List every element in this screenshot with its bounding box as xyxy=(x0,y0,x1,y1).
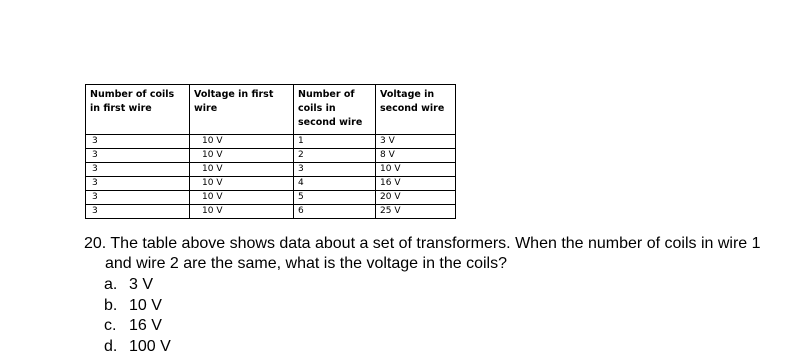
question-text xyxy=(84,234,794,274)
cell-voltage-first: 10 V xyxy=(190,135,294,149)
cell-voltage-second: 25 V xyxy=(376,205,456,219)
option-text: 3 V xyxy=(129,276,154,293)
cell-coils-second: 1 xyxy=(294,135,376,149)
cell-voltage-first: 10 V xyxy=(190,149,294,163)
table-row xyxy=(86,191,456,205)
cell-voltage-second: 3 V xyxy=(376,135,456,149)
option-a[interactable] xyxy=(104,276,171,297)
table-row xyxy=(86,135,456,149)
cell-coils-first: 3 xyxy=(86,149,190,163)
cell-voltage-first: 10 V xyxy=(190,205,294,219)
option-b[interactable] xyxy=(104,297,171,318)
cell-coils-first: 3 xyxy=(86,177,190,191)
cell-coils-second: 2 xyxy=(294,149,376,163)
cell-voltage-second: 8 V xyxy=(376,149,456,163)
option-c[interactable] xyxy=(104,317,171,338)
option-text: 16 V xyxy=(129,317,162,334)
option-letter: a. xyxy=(104,276,118,293)
cell-coils-second: 6 xyxy=(294,205,376,219)
option-letter: d. xyxy=(104,337,118,355)
cell-coils-first: 3 xyxy=(86,191,190,205)
table-row xyxy=(86,177,456,191)
question-line-1: 20. The table above shows data about a set of transformers. When the number of coils in wire 1 xyxy=(84,235,761,252)
cell-voltage-second: 16 V xyxy=(376,177,456,191)
transformer-data-table xyxy=(85,84,456,219)
answer-options xyxy=(104,276,171,358)
cell-coils-second: 3 xyxy=(294,163,376,177)
option-letter: c. xyxy=(104,317,117,334)
table-row xyxy=(86,163,456,177)
option-text: 10 V xyxy=(129,296,162,314)
header-voltage-second-wire: Voltage in second wire xyxy=(376,85,456,135)
cell-voltage-first: 10 V xyxy=(190,177,294,191)
cell-voltage-second: 10 V xyxy=(376,163,456,177)
cell-voltage-first: 10 V xyxy=(190,163,294,177)
cell-voltage-second: 20 V xyxy=(376,191,456,205)
cell-coils-first: 3 xyxy=(86,205,190,219)
cell-voltage-first: 10 V xyxy=(190,191,294,205)
option-text: 100 V xyxy=(129,337,171,355)
question-line-2: and wire 2 are the same, what is the voltage in the coils? xyxy=(105,255,507,272)
header-voltage-first-wire: Voltage in first wire xyxy=(190,85,294,135)
option-letter: b. xyxy=(104,296,118,314)
cell-coils-first: 3 xyxy=(86,135,190,149)
header-coils-first-wire: Number of coils in first wire xyxy=(86,85,190,135)
table-row xyxy=(86,149,456,163)
cell-coils-second: 5 xyxy=(294,191,376,205)
table-header-row xyxy=(86,85,456,135)
table-row xyxy=(86,205,456,219)
cell-coils-second: 4 xyxy=(294,177,376,191)
header-coils-second-wire: Number of coils in second wire xyxy=(294,85,376,135)
cell-coils-first: 3 xyxy=(86,163,190,177)
option-d[interactable] xyxy=(104,338,171,359)
